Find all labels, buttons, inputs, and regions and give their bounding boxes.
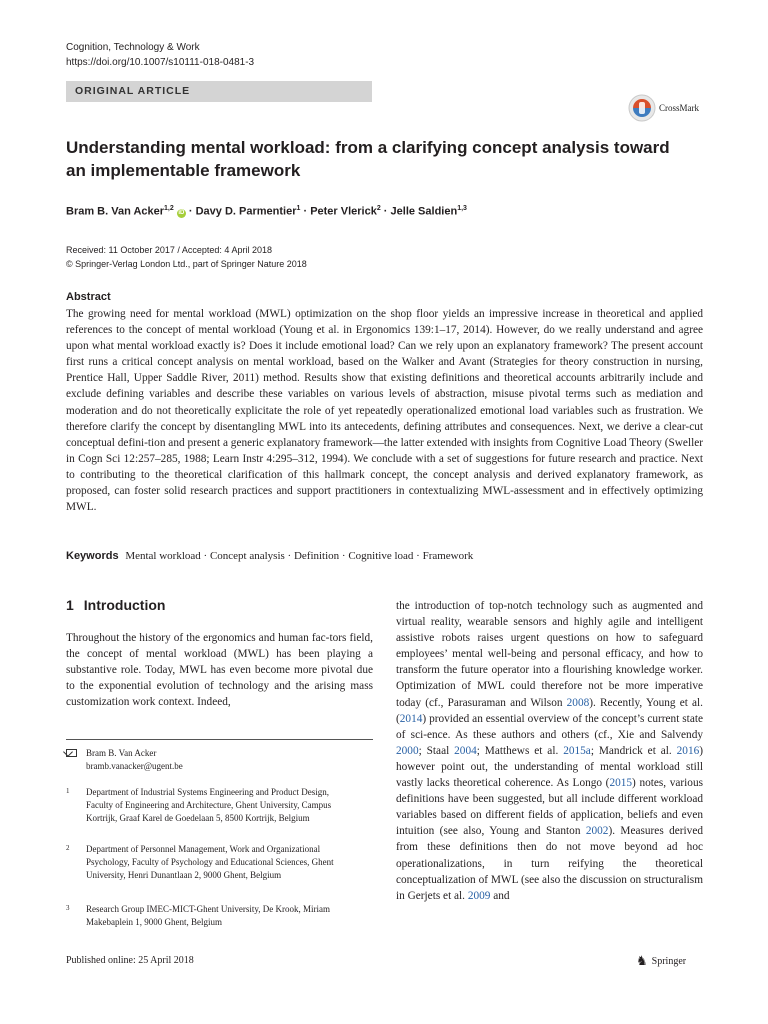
body-text-run: ). Measures derived from these definitions then do not move beyond ad hoc operationalizations, in turn reifying the theoretical conceptualization of MWL (see also the discussion on structuralism in Gerjets et al.	[396, 825, 703, 902]
springer-horse-icon: ♞	[636, 953, 648, 968]
keywords	[66, 550, 473, 562]
affiliation-mark: 1	[66, 787, 70, 795]
body-text-run: ). Recently, Young et al. (	[396, 696, 703, 725]
author-name[interactable]: Davy D. Parmentier	[195, 205, 297, 218]
doi-link[interactable]: https://doi.org/10.1007/s10111-018-0481-3	[66, 57, 255, 68]
body-text-run: ; Staal	[418, 744, 455, 757]
corresponding-author	[66, 747, 373, 773]
article-title: Understanding mental workload: from a clarifying concept analysis toward an implementable framework	[66, 138, 670, 180]
body-text-run: ; Matthews et al.	[476, 744, 564, 757]
affiliation-note	[66, 786, 356, 825]
body-text-run: ) provided an essential overview of the concept’s current state of sci-ence. As these authors and others (cf., Xie and Salvendy	[396, 712, 703, 741]
body-column-left: Throughout the history of the ergonomics and human fac-tors field, the concept of mental workload (MWL) has been playing a substantive role. Today, MWL has even become more pivotal due to the exponential evolution of technology and the arising mass customization work context. Indeed,	[66, 632, 373, 709]
article-dates	[66, 243, 307, 271]
crossmark-label: CrossMark	[659, 103, 699, 113]
body-text-run: ; Mandrick et al.	[590, 744, 677, 757]
journal-name: Cognition, Technology & Work	[66, 42, 200, 53]
crossmark-badge[interactable]	[628, 93, 703, 123]
orcid-icon[interactable]: iD	[178, 209, 185, 216]
citation-link[interactable]: 2014	[399, 712, 423, 725]
section-number: 1	[66, 597, 74, 613]
citation-link[interactable]: 2002	[585, 825, 609, 838]
keywords-label: Keywords	[66, 550, 119, 562]
contact-email[interactable]: bramb.vanacker@ugent.be	[86, 761, 183, 771]
section-title: Introduction	[83, 597, 166, 613]
body-column-right	[396, 598, 703, 904]
affiliation-text: Department of Personnel Management, Work and Organizational Psychology, Faculty of Psychology and Educational Sciences, Ghent University, Henri Dunantlaan 2, 9000 Ghent, Belgium	[86, 844, 334, 880]
citation-link[interactable]: 2004	[454, 744, 477, 757]
copyright: © Springer-Verlag London Ltd., part of Springer Nature 2018	[66, 259, 307, 269]
citation-link[interactable]: 2015	[609, 777, 633, 790]
article-type-banner	[66, 81, 372, 102]
author-name[interactable]: Peter Vlerick	[310, 205, 377, 218]
publisher-name: Springer	[651, 955, 687, 967]
body-text-run: ) however point out, the understanding of mental workload still vastly lacks theoretical coherence. As Longo (	[396, 744, 703, 790]
affiliation-note	[66, 843, 356, 882]
envelope-icon	[66, 749, 77, 757]
contact-name: Bram B. Van Acker	[86, 748, 157, 758]
body-text-run: and	[490, 889, 510, 902]
received-accepted: Received: 11 October 2017 / Accepted: 4 April 2018	[66, 245, 272, 255]
author-name[interactable]: Jelle Saldien	[390, 205, 458, 218]
citation-link[interactable]: 2008	[566, 696, 590, 709]
affiliation-mark: 3	[66, 904, 70, 912]
author-affiliation: 1,2	[164, 205, 174, 212]
author-affiliation: 1,3	[457, 205, 467, 212]
abstract-heading: Abstract	[66, 291, 111, 303]
citation-link[interactable]: 2009	[467, 889, 491, 902]
crossmark-icon	[628, 94, 656, 122]
footnote-divider	[66, 739, 373, 740]
author-affiliation: 2	[376, 205, 381, 212]
citation-link[interactable]: 2000	[396, 744, 419, 757]
article-type: ORIGINAL ARTICLE	[75, 85, 191, 97]
keywords-list: Mental workload · Concept analysis · Definition · Cognitive load · Framework	[125, 550, 474, 562]
affiliation-mark: 2	[66, 844, 70, 852]
body-text-run: the introduction of top-notch technology such as augmented and virtual reality, wearable sensors and highly agile and intelligent assistive robots raises urgent questions on how to safeguard employees’ mental well-being and personal efficacy, and how to transform the future operator into a flourishing knowledge worker. Optimization of MWL could therefore not be more imperative today (cf., Parasuraman and Wilson	[396, 600, 703, 709]
affiliation-note	[66, 903, 356, 929]
affiliation-text: Research Group IMEC-MICT-Ghent University, De Krook, Miriam Makebaplein 1, 9000 Ghent, Belgium	[86, 904, 331, 927]
author-list: Bram B. Van Acker$^{1,2}$ iD · Davy D. Parmentier$^1$ · Peter Vlerick$^2$ · Jelle Saldien$^{1,3}$	[66, 205, 467, 218]
section-heading	[66, 597, 165, 613]
affiliation-text: Department of Industrial Systems Engineering and Product Design, Faculty of Engineering and Architecture, Ghent University, Campus Kortrijk, Graaf Karel de Goedelaan 5, 8500 Kortrijk, Belgium	[86, 787, 332, 823]
journal-header	[66, 40, 254, 70]
published-date: Published online: 25 April 2018	[66, 955, 194, 966]
author-name[interactable]: Bram B. Van Acker	[66, 205, 165, 218]
publisher-logo	[636, 953, 686, 969]
abstract-text: The growing need for mental workload (MWL) optimization on the shop floor yields an impressive increase in theoretical and applied references to the concept of mental workload (Young et al. in Ergonomics 139:1–17, 2014). However, do we really understand and agree upon what mental workload exactly is? Does it include emotional load? Can we rely upon an explanatory framework? The present account first runs a critical concept analysis on mental workload, based on the Walker and Avant (Strategies for theory construction in nursing, Prentice Hall, Upper Saddle River, 2011) method. Results show that existing definitions and theoretical accounts arbitrarily include and exclude defining variables and describe these variables on various levels of abstraction, misuse pivotal terms such as mediation and moderation and do not theoretically explicitate the role of yet repeatedly operationalized emotional load variables such as frustration. We therefore clarify the concept by disentangling MWL into its antecedents, defining attributes and consequences. Next, we derive a clear-cut conceptual defini-tion and present a generic explanatory framework—the latter extended with insights from Cognitive Load Theory (Sweller in Cogn Sci 12:257–285, 1988; Learn Instr 4:295–312, 1994). We conclude with a set of suggestions for future research and practice. Next to contributing to the theoretical clarification of this hallmark concept, the concept analysis and derived explanatory framework, as proposed, can foster solid research practices and support practitioners in contextualizing MWL-assessment and in effectively optimizing MWL.	[66, 308, 703, 514]
body-text-run: ) notes, various definitions have been suggested, but all include different workload variables based on different fields of application, beliefs and even intuition (see also, Young and Stanton	[396, 777, 703, 838]
citation-link[interactable]: 2015a	[563, 744, 591, 757]
author-affiliation: 1	[296, 205, 301, 212]
citation-link[interactable]: 2016	[676, 744, 700, 757]
